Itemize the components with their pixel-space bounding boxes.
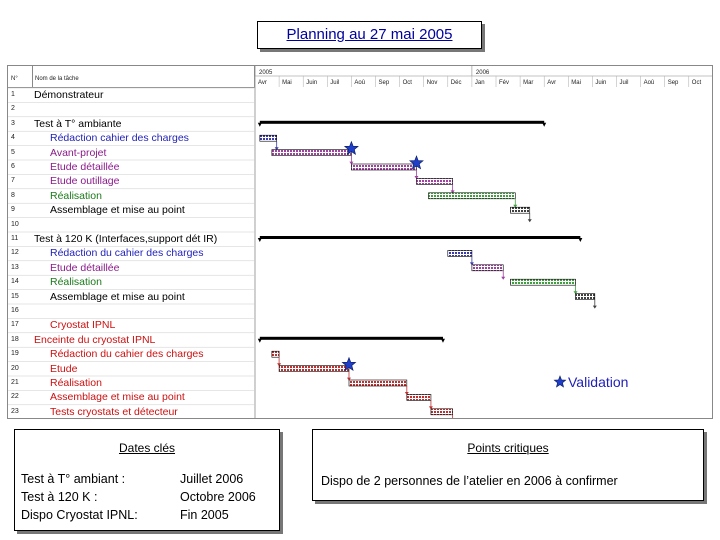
row-number: 12	[11, 249, 19, 257]
task-name: Etude outillage	[50, 175, 120, 188]
task-name: Test à T° ambiante	[34, 117, 122, 130]
summary-bar-cap	[258, 339, 262, 343]
row-number: 3	[11, 119, 15, 127]
row-number: 8	[11, 191, 15, 199]
task-name: Avant-projet	[50, 146, 107, 159]
row-number: 13	[11, 263, 19, 271]
dates-cles-title: Dates clés	[118, 441, 176, 455]
page-title: Planning au 27 mai 2005	[257, 21, 482, 49]
task-bar	[448, 250, 472, 256]
row-number: 15	[11, 292, 19, 300]
row-number: 2	[11, 105, 15, 113]
legend-star-icon	[554, 376, 565, 387]
points-critiques-box	[312, 429, 704, 501]
task-name: Démonstrateur	[34, 89, 104, 101]
task-name: Réalisation	[50, 189, 102, 202]
task-bar	[407, 394, 431, 400]
row-number: 4	[11, 134, 15, 142]
row-number: 20	[11, 364, 19, 372]
task-name: Réalisation	[50, 276, 102, 289]
task-name: Rédaction du cahier des charges	[50, 348, 204, 361]
key-date-value: Fin 2005	[180, 508, 229, 522]
row-number: 19	[11, 350, 19, 358]
month-label: Sep	[667, 80, 679, 86]
task-bar	[431, 409, 453, 415]
key-date-label: Test à 120 K :	[21, 490, 98, 504]
task-bar	[351, 164, 416, 170]
year-label: 2006	[475, 70, 490, 76]
dates-cles-labels	[21, 470, 138, 524]
month-label: Oct	[691, 80, 702, 86]
task-bar	[416, 178, 452, 184]
summary-bar	[260, 236, 581, 239]
task-bar	[272, 150, 352, 156]
month-label: Nov	[426, 80, 438, 86]
task-name: Etude détaillée	[50, 261, 120, 274]
gantt-chart	[7, 65, 713, 419]
dependency-arrow	[528, 219, 532, 222]
month-label: Juin	[595, 80, 607, 86]
summary-bar-cap	[542, 123, 546, 127]
row-number: 1	[11, 91, 15, 98]
col-header-num-label: N°	[11, 76, 18, 82]
summary-bar	[260, 121, 544, 124]
task-bar	[510, 207, 529, 213]
task-name: Assemblage et mise au point	[50, 290, 185, 303]
task-bar	[576, 294, 595, 300]
summary-bar	[260, 337, 443, 340]
month-label: Jan	[474, 80, 485, 86]
month-label: Juin	[306, 80, 318, 86]
month-label: Mar	[523, 80, 534, 86]
month-label: Oct	[402, 80, 412, 86]
row-number: 16	[11, 307, 19, 314]
dependency-arrow	[593, 306, 597, 309]
month-label: Aoû	[354, 80, 366, 86]
month-label: Juil	[619, 80, 629, 86]
task-name: Rédaction cahier des charges	[50, 132, 189, 145]
summary-bar-cap	[578, 238, 582, 242]
row-number: 7	[11, 177, 15, 185]
key-date-value: Juillet 2006	[180, 472, 244, 486]
task-name: Test à 120 K (Interfaces,support dét IR)	[34, 233, 218, 245]
key-date-value: Octobre 2006	[180, 490, 256, 504]
task-bar	[472, 265, 503, 271]
task-bar	[260, 135, 277, 141]
task-name: Etude	[50, 362, 78, 375]
col-header-name-label: Nom de la tâche	[35, 76, 79, 82]
task-name: Réalisation	[50, 377, 102, 389]
key-date-label: Dispo Cryostat IPNL:	[21, 508, 138, 522]
row-number: 18	[11, 335, 19, 343]
task-name: Enceinte du cryostat IPNL	[34, 333, 156, 346]
row-number: 5	[11, 148, 15, 156]
row-number: 10	[11, 220, 19, 228]
month-label: Mai	[571, 80, 581, 86]
summary-bar-cap	[258, 238, 262, 242]
task-name: Cryostat IPNL	[50, 319, 116, 332]
key-date-label: Test à T° ambiant :	[21, 472, 126, 486]
month-label: Aoû	[643, 80, 655, 86]
row-number: 14	[11, 278, 19, 286]
month-label: Avr	[547, 80, 557, 86]
month-label: Juil	[330, 80, 340, 86]
task-name: Rédaction du cahier des charges	[50, 247, 204, 260]
task-name: Assemblage et mise au point	[50, 204, 185, 217]
task-bar	[510, 279, 575, 285]
summary-bar-cap	[258, 123, 262, 127]
task-name: Assemblage et mise au point	[50, 391, 185, 404]
points-critiques-title: Points critiques	[467, 441, 549, 455]
month-label: Fév	[499, 80, 510, 86]
row-number: 23	[11, 407, 19, 415]
timeline	[8, 66, 712, 418]
dates-cles-box	[14, 429, 280, 531]
row-number: 21	[11, 379, 19, 386]
row-number: 6	[11, 163, 15, 170]
task-bar	[349, 380, 407, 386]
task-bar	[429, 193, 516, 199]
row-number: 11	[11, 235, 19, 242]
row-number: 17	[11, 321, 19, 329]
row-number: 9	[11, 206, 15, 214]
task-bar	[272, 351, 279, 357]
task-name: Etude détaillée	[50, 161, 120, 173]
task-bar	[279, 366, 349, 372]
month-label: Déc	[450, 80, 462, 86]
summary-bar-cap	[441, 339, 445, 343]
month-label: Avr	[258, 80, 267, 86]
row-number: 22	[11, 393, 19, 401]
dates-cles-values	[180, 470, 256, 524]
dependency-arrow	[501, 277, 505, 280]
points-critiques-text: Dispo de 2 personnes de l’atelier en 2006 à confirmer	[321, 474, 618, 488]
month-label: Sep	[378, 80, 390, 86]
year-label: 2005	[259, 70, 273, 76]
task-name: Tests cryostats et détecteur	[50, 405, 178, 418]
legend-label: Validation	[568, 374, 629, 390]
month-label: Mai	[282, 80, 292, 86]
